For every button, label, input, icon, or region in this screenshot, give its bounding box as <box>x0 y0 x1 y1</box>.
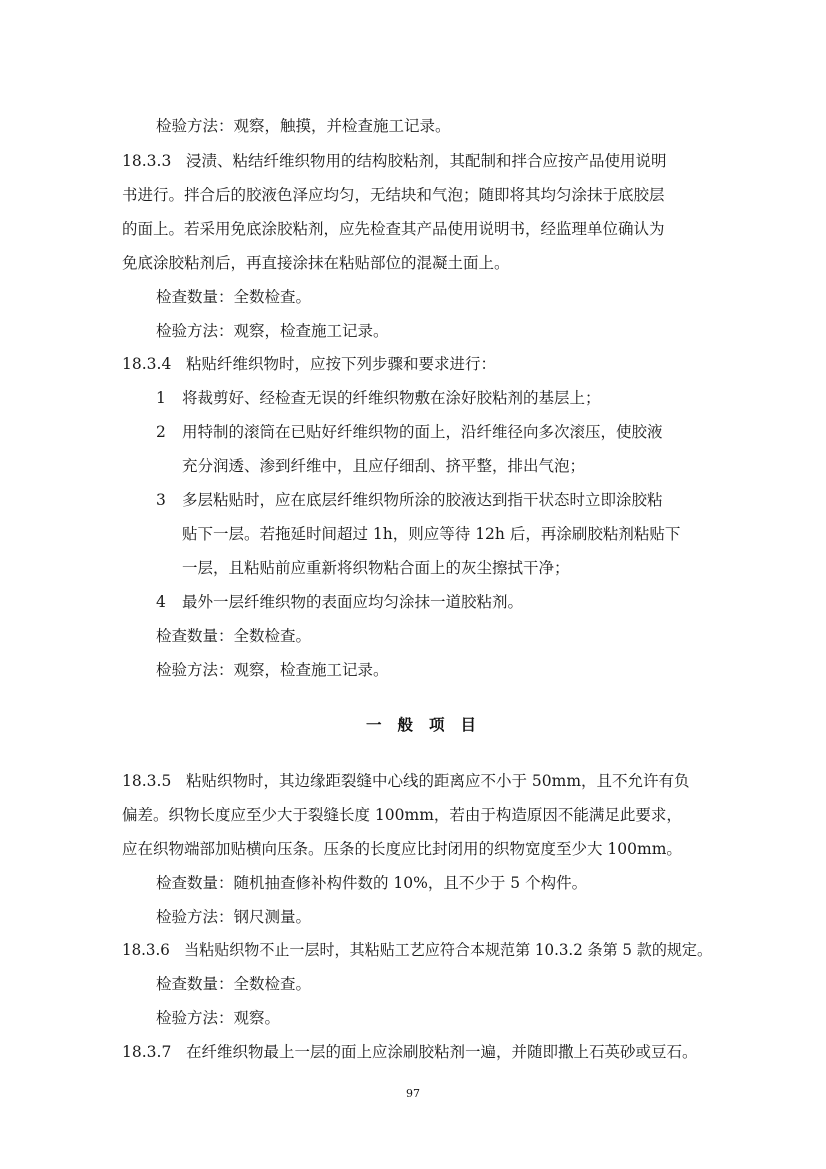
clause-18-3-4 <box>122 354 496 374</box>
clause-number: 18.3.6 <box>122 941 170 959</box>
inspection-method: 检验方法：钢尺测量。 <box>156 908 312 926</box>
list-item-text: 一层，且粘贴前应重新将织物粘合面上的灰尘擦拭干净； <box>182 559 570 577</box>
clause-text-line: 免底涂胶粘剂后，再直接涂抹在粘贴部位的混凝土面上。 <box>122 254 510 272</box>
list-item-number: 4 <box>156 593 166 611</box>
list-item-text: 将裁剪好、经检查无误的纤维织物敷在涂好胶粘剂的基层上； <box>182 389 601 407</box>
inspection-quantity: 检查数量：随机抽查修补构件数的 10%，且不少于 5 个构件。 <box>156 874 588 892</box>
inspection-method: 检验方法：观察，检查施工记录。 <box>156 322 389 340</box>
clause-text-line: 的面上。若采用免底涂胶粘剂，应先检查其产品使用说明书，经监理单位确认为 <box>122 220 665 238</box>
clause-text: 浸渍、粘结纤维织物用的结构胶粘剂，其配制和拌合应按产品使用说明 <box>186 152 667 170</box>
list-item <box>156 592 523 612</box>
clause-18-3-3 <box>122 151 704 171</box>
list-item-text: 充分润透、渗到纤维中，且应仔细刮、挤平整，排出气泡； <box>182 457 586 475</box>
inspection-method: 检验方法：观察。 <box>156 1009 281 1027</box>
clause-text: 粘贴织物时，其边缘距裂缝中心线的距离应不小于 50mm，且不允许有负 <box>186 772 690 790</box>
list-item-text: 贴下一层。若拖延时间超过 1h，则应等待 12h 后，再涂刷胶粘剂粘贴下 <box>182 525 681 543</box>
inspection-quantity: 检查数量：全数检查。 <box>156 975 312 993</box>
section-heading: 一般项目 <box>366 715 493 734</box>
list-item-text: 多层粘贴时，应在底层纤维织物所涂的胶液达到指干状态时立即涂胶粘 <box>182 491 663 509</box>
list-item-number: 1 <box>156 389 166 407</box>
clause-text-line: 应在织物端部加贴横向压条。压条的长度应比封闭用的织物宽度至少大 100mm。 <box>122 840 682 858</box>
clause-text: 当粘贴织物不止一层时，其粘贴工艺应符合本规范第 10.3.2 条第 5 款的规定。 <box>184 941 713 959</box>
list-item <box>156 422 663 442</box>
clause-text: 在纤维织物最上一层的面上应涂刷胶粘剂一遍，并随即撒上石英砂或豆石。 <box>186 1043 698 1061</box>
clause-number: 18.3.7 <box>122 1043 172 1061</box>
list-item-number: 3 <box>156 491 166 509</box>
inspection-quantity: 检查数量：全数检查。 <box>156 627 312 645</box>
list-item-text: 最外一层纤维织物的表面应均匀涂抹一道胶粘剂。 <box>182 593 524 611</box>
clause-text: 粘贴纤维织物时，应按下列步骤和要求进行： <box>186 355 497 373</box>
list-item-text: 用特制的滚筒在已贴好纤维织物的面上，沿纤维径向多次滚压，使胶液 <box>182 423 663 441</box>
clause-number: 18.3.3 <box>122 152 172 170</box>
clause-text-line: 偏差。织物长度应至少大于裂缝长度 100mm，若由于构造原因不能满足此要求， <box>122 806 682 824</box>
list-item <box>156 388 601 408</box>
inspection-method: 检验方法：观察，触摸，并检查施工记录。 <box>156 117 451 135</box>
inspection-quantity: 检查数量：全数检查。 <box>156 288 312 306</box>
clause-18-3-5 <box>122 771 690 791</box>
clause-number: 18.3.5 <box>122 772 172 790</box>
clause-number: 18.3.4 <box>122 355 172 373</box>
clause-18-3-6 <box>122 940 712 960</box>
list-item <box>156 490 663 510</box>
clause-18-3-7 <box>122 1042 698 1062</box>
list-item-number: 2 <box>156 423 166 441</box>
inspection-method: 检验方法：观察，检查施工记录。 <box>156 661 389 679</box>
clause-text-line: 书进行。拌合后的胶液色泽应均匀，无结块和气泡；随即将其均匀涂抹于底胶层 <box>122 186 665 204</box>
page-number: 97 <box>406 1087 420 1100</box>
